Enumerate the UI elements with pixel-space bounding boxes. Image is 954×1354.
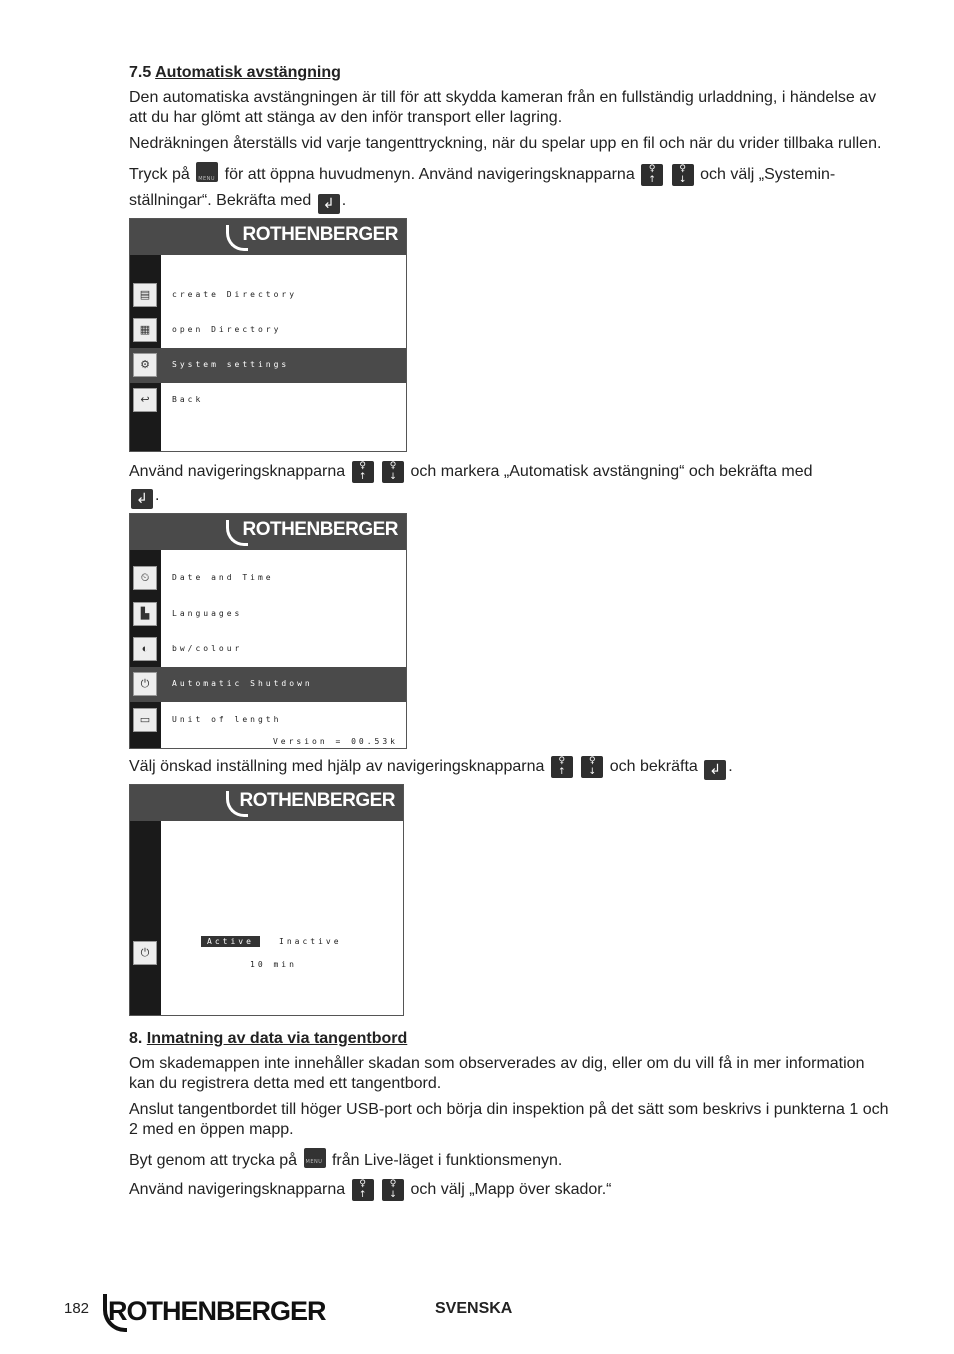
menu-item[interactable] <box>130 632 406 667</box>
section-title: Inmatning av data via tangentbord <box>146 1030 408 1047</box>
screen-system-settings <box>129 513 407 749</box>
enter-button-icon: ↲ <box>704 760 726 780</box>
nav-down-button-icon: ♀ ↓ <box>581 756 603 778</box>
version-label: Version = 00.53k <box>272 737 398 746</box>
menu-item-label: open Directory <box>172 325 282 334</box>
menu-item-label: Back <box>172 395 204 404</box>
menu-item-selected[interactable] <box>130 348 406 383</box>
section-number: 7.5 <box>129 64 152 81</box>
menu-button-icon <box>304 1148 326 1168</box>
footer-language: SVENSKA <box>435 1300 513 1317</box>
menu-item[interactable] <box>130 383 406 418</box>
screen-header <box>130 785 403 821</box>
paragraph-instructions <box>129 162 889 214</box>
clock-calendar-icon: ⏲ <box>133 566 157 590</box>
brand-logo: ROTHENBERGER <box>242 224 398 245</box>
text: Tryck på <box>129 166 190 183</box>
paragraph: Om skademappen inte innehåller skadan som observerades av dig, eller om du vill få in mer information kan du registrera detta med ett tangentbord. <box>129 1055 865 1092</box>
back-icon: ↩ <box>133 388 157 412</box>
menu-item[interactable] <box>130 278 406 313</box>
menu-item[interactable] <box>130 313 406 348</box>
text: Byt genom att trycka på <box>129 1152 298 1169</box>
menu-item-label: System settings <box>172 360 290 369</box>
open-directory-icon: ▦ <box>133 318 157 342</box>
nav-up-button-icon: ♀ ↑ <box>551 756 573 778</box>
screen-header <box>130 219 406 255</box>
screen-header <box>130 514 406 550</box>
nav-down-button-icon: ♀ ↓ <box>672 164 694 186</box>
create-directory-icon: ▤ <box>133 283 157 307</box>
footer-brand-logo: ROTHENBERGER <box>108 1296 326 1326</box>
nav-up-button-icon: ♀ ↑ <box>641 164 663 186</box>
menu-item-label: create Directory <box>172 290 298 299</box>
menu-button-icon <box>196 162 218 182</box>
shutdown-time-value[interactable]: 10 min <box>250 960 297 969</box>
menu-item-selected[interactable] <box>130 667 406 702</box>
option-inactive[interactable]: Inactive <box>279 937 342 946</box>
menu-item-label: bw/colour <box>172 644 243 653</box>
page-content <box>129 62 889 1201</box>
text: . <box>155 487 160 504</box>
text: och markera „Automatisk avstängning“ och bekräfta med <box>410 463 813 480</box>
screen-sidebar <box>130 821 161 1015</box>
section-number: 8. <box>129 1030 143 1047</box>
text: Välj önskad inställning med hjälp av navigeringsknapparna <box>129 758 545 775</box>
ruler-icon: ▭ <box>133 708 157 732</box>
text: från Live-läget i funktionsmenyn. <box>331 1152 563 1169</box>
power-timer-icon: ⏻ <box>133 941 157 965</box>
paragraph-instructions <box>129 1179 889 1201</box>
power-timer-icon: ⏻ <box>133 672 157 696</box>
paragraph-instructions <box>129 1148 889 1171</box>
text: Använd navigeringsknapparna <box>129 1181 346 1198</box>
text: och bekräfta <box>609 758 698 775</box>
enter-button-icon: ↲ <box>131 489 153 509</box>
section-heading-8 <box>129 1028 889 1050</box>
languages-icon: ▙ <box>133 602 157 626</box>
nav-up-button-icon: ♀ ↑ <box>352 1179 374 1201</box>
menu-item[interactable] <box>130 703 406 738</box>
brand-logo: ROTHENBERGER <box>239 790 395 811</box>
text: och välj „Systeminställningar“. Bekräfta med <box>129 166 836 209</box>
paragraph-instructions <box>129 460 889 509</box>
nav-down-button-icon: ♀ ↓ <box>382 461 404 483</box>
paragraph: Anslut tangentbordet till höger USB-port och börja din inspektion på det sätt som beskrivs i punkterna 1 och 2 med en öppen mapp. <box>129 1101 889 1138</box>
menu-item[interactable] <box>130 597 406 632</box>
nav-up-button-icon: ♀ ↑ <box>352 461 374 483</box>
brand-logo: ROTHENBERGER <box>242 519 398 540</box>
text: . <box>341 192 347 209</box>
screen-automatic-shutdown <box>129 784 404 1016</box>
menu-item-label: Unit of length <box>172 715 282 724</box>
paragraph: Den automatiska avstängningen är till för att skydda kameran från en fullständig urladdning, i händelse av att du har glömt att stänga av den inför transport eller lagring. <box>129 89 877 126</box>
text: och välj „Mapp över skador.“ <box>410 1181 612 1198</box>
option-active[interactable]: Active <box>201 936 260 947</box>
bw-colour-icon: ◐ <box>133 637 157 661</box>
enter-button-icon: ↲ <box>318 194 340 214</box>
menu-item[interactable] <box>130 561 406 596</box>
menu-item-label: Date and Time <box>172 573 274 582</box>
text: för att öppna huvudmenyn. Använd navigeringsknapparna <box>224 166 635 183</box>
section-title: Automatisk avstängning <box>155 64 341 81</box>
paragraph-instructions <box>129 755 889 780</box>
text: Använd navigeringsknapparna <box>129 463 346 480</box>
menu-item-label: Languages <box>172 609 243 618</box>
section-heading-7-5 <box>129 62 889 84</box>
menu-item-label: Automatic Shutdown <box>172 679 313 688</box>
nav-down-button-icon: ♀ ↓ <box>382 1179 404 1201</box>
gears-icon: ⚙ <box>133 353 157 377</box>
screen-main-menu <box>129 218 407 452</box>
text: . <box>728 758 733 775</box>
shutdown-icon-row <box>130 936 161 971</box>
paragraph: Nedräkningen återställs vid varje tangenttryckning, när du spelar upp en fil och när du vrider tillbaka rullen. <box>129 135 882 152</box>
page-number: 182 <box>64 1300 90 1317</box>
